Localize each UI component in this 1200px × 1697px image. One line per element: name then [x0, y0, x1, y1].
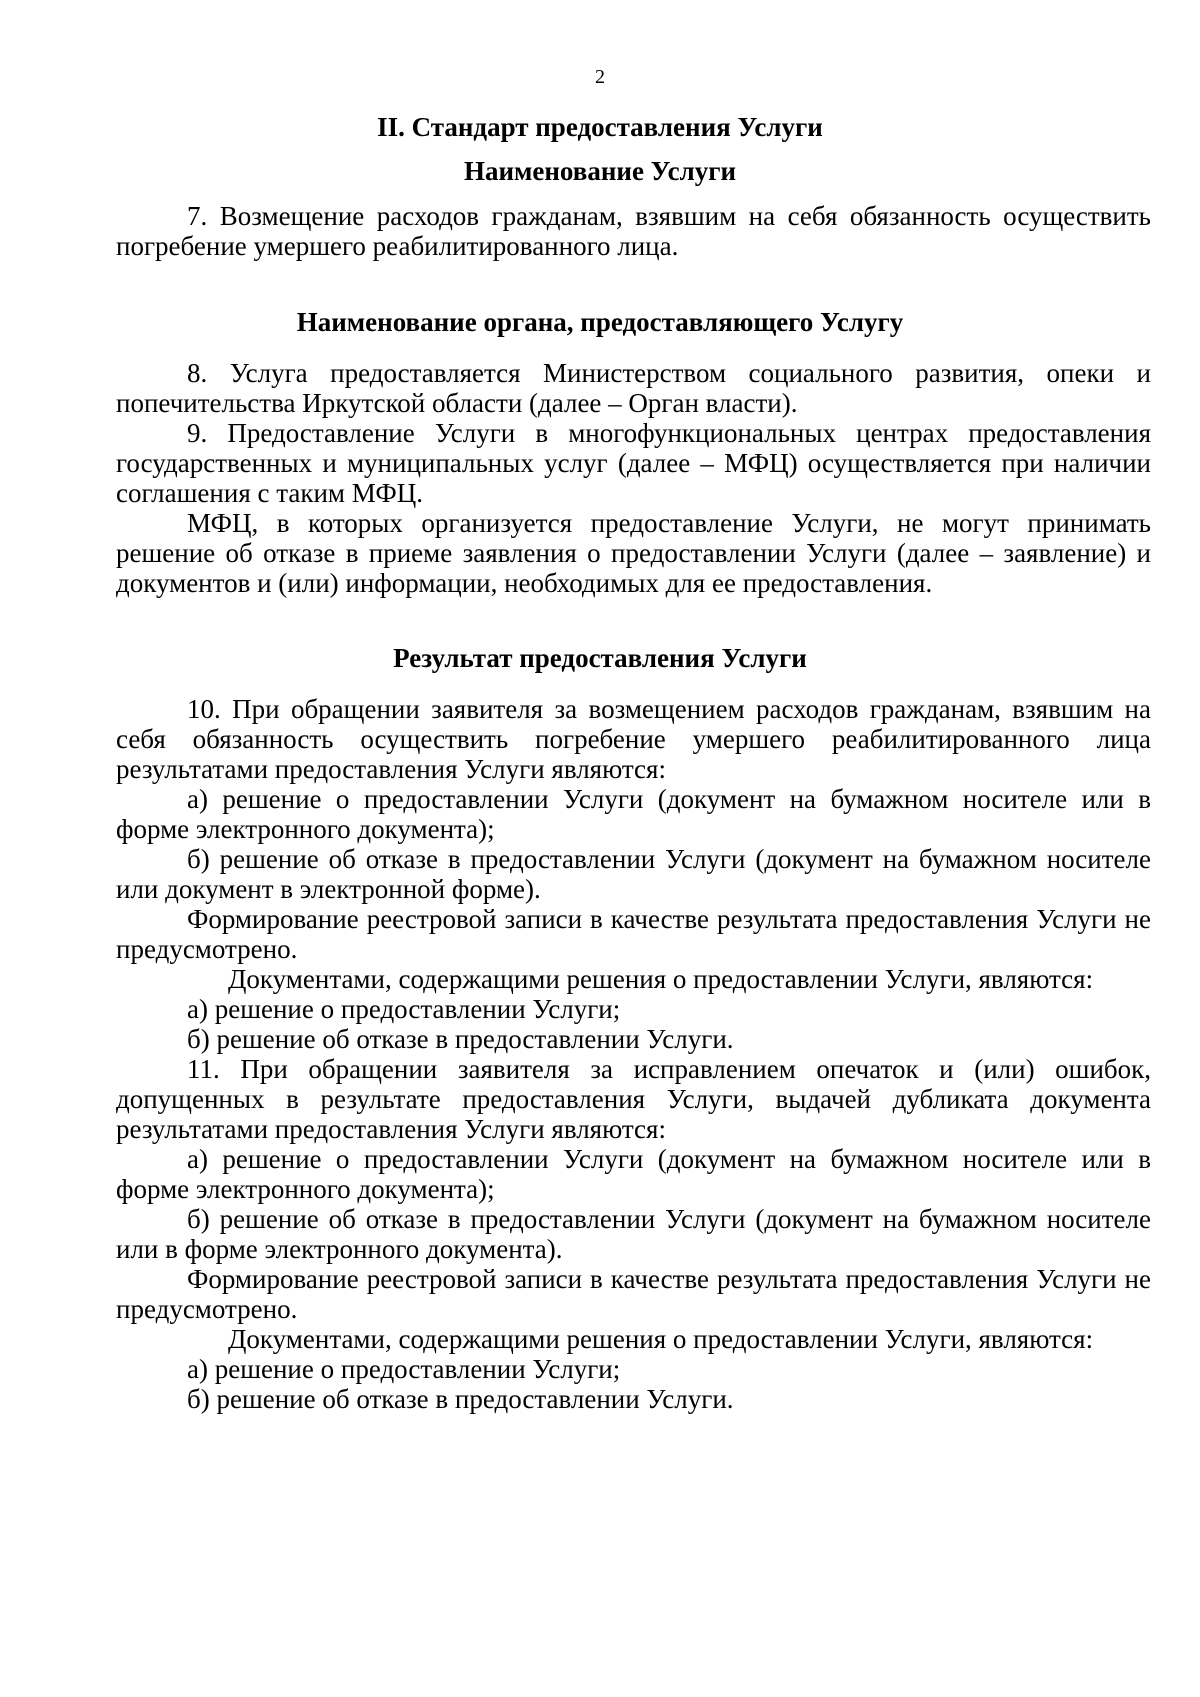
section-heading: II. Стандарт предоставления Услуги	[377, 112, 823, 142]
organ-heading: Наименование органа, предоставляющего Услугу	[296, 307, 904, 337]
paragraph-11-documents: Документами, содержащими решения о предоставлении Услуги, являются:	[228, 1324, 1094, 1354]
paragraph-10: 10. При обращении заявителя за возмещением расходов гражданам, взявшим на себя обязанность осуществить погребение умершего реабилитированного лица результатами предоставления Услуги являются:	[116, 694, 1151, 784]
paragraph-11-doc-a: а) решение о предоставлении Услуги;	[187, 1354, 621, 1384]
paragraph-10-documents: Документами, содержащими решения о предоставлении Услуги, являются:	[228, 964, 1094, 994]
paragraph-10-registry: Формирование реестровой записи в качестве результата предоставления Услуги не предусмотрено.	[116, 904, 1151, 964]
paragraph-7: 7. Возмещение расходов гражданам, взявшим на себя обязанность осуществить погребение умершего реабилитированного лица.	[116, 201, 1151, 261]
paragraph-11: 11. При обращении заявителя за исправлением опечаток и (или) ошибок, допущенных в результате предоставления Услуги, выдачей дубликата документа результатами предоставления Услуги являются:	[116, 1054, 1151, 1144]
paragraph-10-doc-b: б) решение об отказе в предоставлении Услуги.	[187, 1024, 734, 1054]
paragraph-10-doc-a: а) решение о предоставлении Услуги;	[187, 994, 621, 1024]
service-name-heading: Наименование Услуги	[463, 156, 737, 186]
paragraph-10-a: а) решение о предоставлении Услуги (документ на бумажном носителе или в форме электронного документа);	[116, 784, 1151, 844]
paragraph-11-b: б) решение об отказе в предоставлении Услуги (документ на бумажном носителе или в форме электронного документа).	[116, 1204, 1151, 1264]
paragraph-9-mfc: МФЦ, в которых организуется предоставление Услуги, не могут принимать решение об отказе в приеме заявления о предоставлении Услуги (далее – заявление) и документов и (или) информации, необходимых для ее предоставления.	[116, 508, 1151, 598]
result-heading: Результат предоставления Услуги	[393, 643, 807, 673]
paragraph-9: 9. Предоставление Услуги в многофункциональных центрах предоставления государственных и муниципальных услуг (далее – МФЦ) осуществляется при наличии соглашения с таким МФЦ.	[116, 418, 1151, 508]
page-number: 2	[595, 66, 605, 88]
paragraph-11-doc-b: б) решение об отказе в предоставлении Услуги.	[187, 1384, 734, 1414]
paragraph-11-a: а) решение о предоставлении Услуги (документ на бумажном носителе или в форме электронного документа);	[116, 1144, 1151, 1204]
paragraph-8: 8. Услуга предоставляется Министерством социального развития, опеки и попечительства Иркутской области (далее – Орган власти).	[116, 358, 1151, 418]
paragraph-10-b: б) решение об отказе в предоставлении Услуги (документ на бумажном носителе или документ в электронной форме).	[116, 844, 1151, 904]
paragraph-11-registry: Формирование реестровой записи в качестве результата предоставления Услуги не предусмотрено.	[116, 1264, 1151, 1324]
